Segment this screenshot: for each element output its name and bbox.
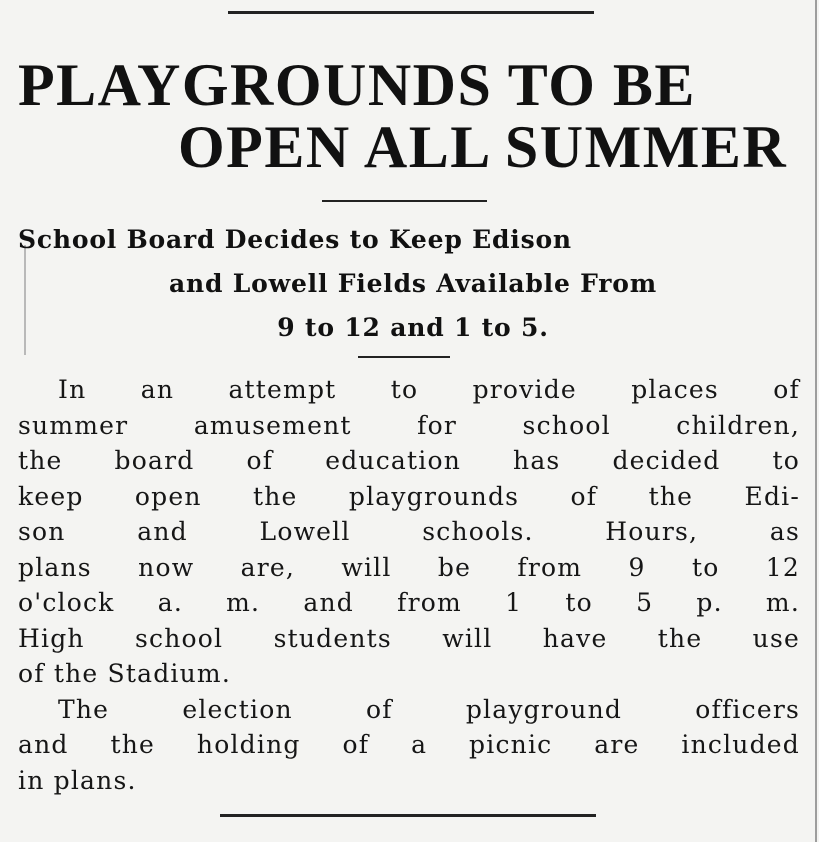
subhead-line-2: and Lowell Fields Available From xyxy=(169,269,657,298)
body-line: In an attempt to provide places of xyxy=(58,375,800,404)
body-line: plans now are, will be from 9 to 12 xyxy=(18,552,800,582)
subhead-divider-rule xyxy=(358,356,450,358)
headline-line-1: PLAYGROUNDS TO BE xyxy=(18,52,696,118)
body-line: son and Lowell schools. Hours, as xyxy=(18,517,800,546)
body-line: summer amusement for school children, xyxy=(18,410,800,440)
body-line: The election of playground officers xyxy=(58,694,800,724)
subheadline xyxy=(18,218,808,350)
headline xyxy=(18,54,808,178)
subhead-line-3: 9 to 12 and 1 to 5. xyxy=(277,313,549,342)
body-line: and the holding of a picnic are included xyxy=(18,730,800,759)
body-line: of the Stadium. xyxy=(18,659,231,688)
body-line: o'clock a. m. and from 1 to 5 p. m. xyxy=(18,588,800,617)
clipping-right-edge xyxy=(815,0,817,842)
article-body xyxy=(18,372,800,798)
headline-line-2: OPEN ALL SUMMER xyxy=(178,114,788,180)
body-line: High school students will have the use xyxy=(18,623,800,653)
bottom-rule xyxy=(220,814,596,817)
body-line: keep open the playgrounds of the Edi- xyxy=(18,481,800,511)
subhead-line-1: School Board Decides to Keep Edison xyxy=(18,225,572,254)
body-line: the board of education has decided to xyxy=(18,446,800,475)
body-line: in plans. xyxy=(18,765,137,795)
headline-divider-rule xyxy=(322,200,487,202)
top-rule xyxy=(228,11,594,14)
paragraph-2 xyxy=(18,692,800,799)
paragraph-1 xyxy=(18,372,800,692)
